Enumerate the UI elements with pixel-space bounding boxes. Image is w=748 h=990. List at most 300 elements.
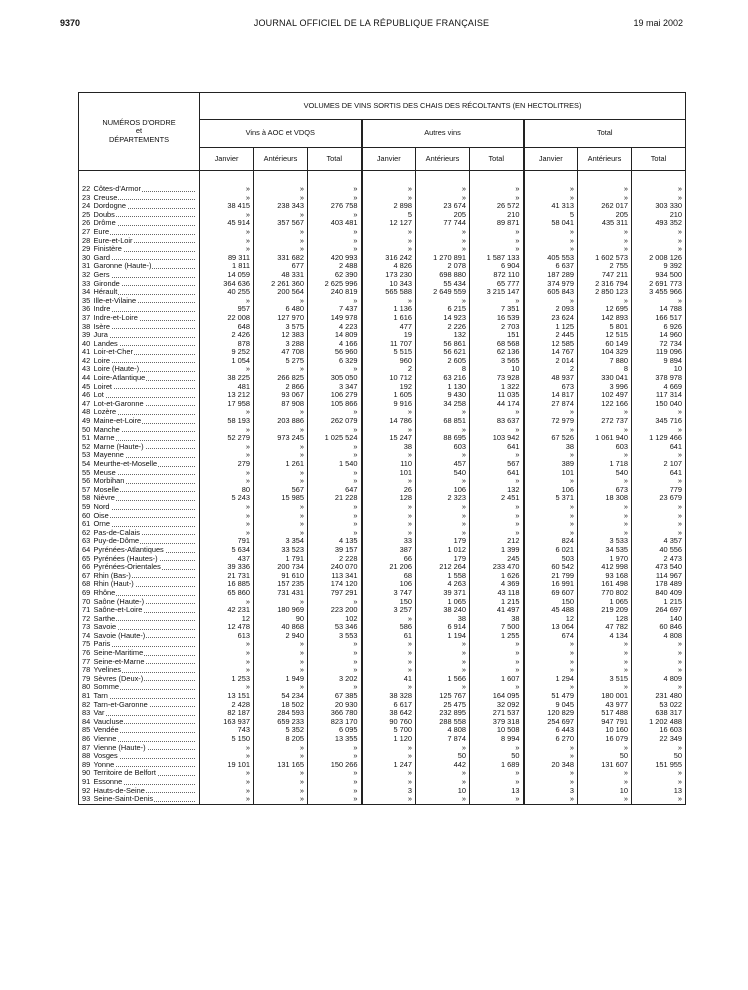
table-cell: » [470, 640, 524, 649]
department-label: Hérault [93, 288, 118, 297]
table-cell: 22 349 [632, 735, 686, 744]
table-cell: 21 228 [308, 494, 362, 503]
department-name [92, 494, 200, 503]
row-number: 86 [79, 735, 92, 744]
table-row [79, 615, 686, 624]
table-cell: 2 703 [470, 323, 524, 332]
table-cell: » [308, 443, 362, 452]
table-cell: 872 110 [470, 271, 524, 280]
table-cell: 2 228 [308, 555, 362, 564]
table-cell: 14 788 [632, 305, 686, 314]
table-cell: 45 914 [200, 219, 254, 228]
table-cell: 1 294 [524, 675, 578, 684]
department-name [92, 555, 200, 564]
table-cell: 5 150 [200, 735, 254, 744]
table-cell: 1 215 [470, 598, 524, 607]
table-cell: » [632, 640, 686, 649]
table-cell: 89 311 [200, 254, 254, 263]
table-cell: » [524, 520, 578, 529]
table-cell: » [632, 297, 686, 306]
row-number: 54 [79, 460, 92, 469]
table-row [79, 744, 686, 753]
department-label: Gironde [93, 279, 120, 288]
table-cell: 288 558 [416, 718, 470, 727]
table-cell: 43 118 [470, 589, 524, 598]
table-row [79, 778, 686, 787]
column-header-0: Janvier [200, 148, 254, 171]
table-cell: 648 [200, 323, 254, 332]
table-cell: » [524, 194, 578, 203]
table-cell: 73 928 [470, 374, 524, 383]
table-cell: » [470, 408, 524, 417]
table-cell: » [254, 744, 308, 753]
table-cell: 2 093 [524, 305, 578, 314]
table-cell: » [470, 683, 524, 692]
table-cell: » [524, 795, 578, 804]
row-number: 76 [79, 649, 92, 658]
department-label: Lot [93, 391, 104, 400]
table-cell: » [254, 503, 308, 512]
table-cell: 2 316 794 [578, 280, 632, 289]
table-cell: » [308, 529, 362, 538]
department-name [92, 709, 200, 718]
table-cell: 4 263 [416, 580, 470, 589]
table-cell: 219 209 [578, 606, 632, 615]
table-cell: 1 136 [362, 305, 416, 314]
table-cell: 1 540 [308, 460, 362, 469]
table-cell: 53 346 [308, 623, 362, 632]
table-cell: 223 200 [308, 606, 362, 615]
table-cell: 2 649 559 [416, 288, 470, 297]
table-cell: 1 811 [200, 262, 254, 271]
column-header-4: Antérieurs [416, 148, 470, 171]
table-cell: » [254, 237, 308, 246]
table-cell: 232 895 [416, 709, 470, 718]
column-header-1: Antérieurs [254, 148, 308, 171]
table-cell: 52 279 [200, 434, 254, 443]
row-number: 65 [79, 555, 92, 564]
table-cell: 4 809 [632, 675, 686, 684]
department-name [92, 787, 200, 796]
row-number: 88 [79, 752, 92, 761]
table-cell: 157 235 [254, 580, 308, 589]
table-cell: 4 669 [632, 383, 686, 392]
table-cell: 947 791 [578, 718, 632, 727]
department-label: Essonne [93, 777, 123, 786]
table-cell: 331 682 [254, 254, 308, 263]
table-cell: » [200, 666, 254, 675]
table-cell: 641 [632, 443, 686, 452]
table-cell: 13 [470, 787, 524, 796]
row-number: 83 [79, 709, 92, 718]
table-cell: » [254, 640, 308, 649]
department-label: Vienne [93, 735, 117, 743]
department-label: Eure-et-Loir [93, 236, 133, 245]
table-cell: 6 617 [362, 701, 416, 710]
table-cell: » [416, 529, 470, 538]
table-cell: 4 223 [308, 323, 362, 332]
table-cell: » [200, 211, 254, 220]
department-label: Tarn-et-Garonne [93, 700, 148, 709]
table-cell: 4 166 [308, 340, 362, 349]
table-cell: 1 202 488 [632, 718, 686, 727]
table-cell: » [632, 477, 686, 486]
table-row [79, 486, 686, 495]
row-number: 60 [79, 512, 92, 521]
department-name [92, 683, 200, 692]
table-cell: 11 035 [470, 391, 524, 400]
table-cell: » [362, 245, 416, 254]
table-cell: 2 261 360 [254, 280, 308, 289]
table-cell: » [470, 194, 524, 203]
department-name [92, 305, 200, 314]
table-cell: 14 923 [416, 314, 470, 323]
table-cell: » [200, 787, 254, 796]
table-cell: 973 245 [254, 434, 308, 443]
table-cell: 16 603 [632, 726, 686, 735]
table-cell: 233 470 [470, 563, 524, 572]
table-cell: » [632, 744, 686, 753]
table-cell: » [578, 228, 632, 237]
table-row [79, 469, 686, 478]
department-name [92, 718, 200, 727]
table-cell: 647 [308, 486, 362, 495]
table-cell: 2 451 [470, 494, 524, 503]
table-cell: 212 264 [416, 563, 470, 572]
table-cell: » [416, 194, 470, 203]
department-name [92, 658, 200, 667]
table-cell: » [308, 194, 362, 203]
table-cell: » [416, 744, 470, 753]
table-cell: » [524, 752, 578, 761]
table-cell: 641 [470, 443, 524, 452]
table-cell: » [254, 520, 308, 529]
department-label: Sarthe [93, 614, 116, 623]
table-cell: » [362, 744, 416, 753]
table-cell: 254 697 [524, 718, 578, 727]
department-label: Seine-Saint-Denis [93, 795, 154, 804]
table-cell: 102 [308, 615, 362, 624]
table-cell: 120 829 [524, 709, 578, 718]
group-header-aoc: Vins à AOC et VDQS [200, 120, 362, 148]
table-cell: » [578, 171, 632, 194]
table-cell: 12 515 [578, 331, 632, 340]
table-cell: » [200, 529, 254, 538]
row-number: 29 [79, 245, 92, 254]
table-cell: 567 [254, 486, 308, 495]
table-cell: 12 478 [200, 623, 254, 632]
table-cell: » [524, 640, 578, 649]
table-cell: 34 258 [416, 400, 470, 409]
table-cell: 1 587 133 [470, 254, 524, 263]
table-cell: 180 001 [578, 692, 632, 701]
department-name [92, 323, 200, 332]
table-cell: 420 993 [308, 254, 362, 263]
table-cell: 180 969 [254, 606, 308, 615]
department-name [92, 726, 200, 735]
table-cell: 603 [578, 443, 632, 452]
table-cell: 6 914 [416, 623, 470, 632]
table-row [79, 365, 686, 374]
table-cell: 6 637 [524, 262, 578, 271]
table-cell: 17 958 [200, 400, 254, 409]
table-cell: 72 734 [632, 340, 686, 349]
department-name [92, 297, 200, 306]
table-cell: 38 225 [200, 374, 254, 383]
table-cell: 279 [200, 460, 254, 469]
department-name [92, 589, 200, 598]
table-cell: » [578, 503, 632, 512]
table-cell: 89 871 [470, 219, 524, 228]
table-row [79, 288, 686, 297]
table-cell: » [308, 228, 362, 237]
table-cell: 1 012 [416, 546, 470, 555]
table-cell: 54 234 [254, 692, 308, 701]
table-cell: » [200, 598, 254, 607]
table-cell: 106 [524, 486, 578, 495]
table-cell: » [416, 658, 470, 667]
table-cell: 10 [578, 787, 632, 796]
table-cell: » [578, 245, 632, 254]
table-cell: » [254, 512, 308, 521]
department-label: Eure [93, 227, 110, 236]
department-label: Garonne (Haute-) [93, 262, 152, 271]
table-row [79, 460, 686, 469]
department-label: Pyrénées (Hautes-) [93, 554, 158, 563]
table-cell: » [524, 512, 578, 521]
table-cell: 151 955 [632, 761, 686, 770]
table-cell: » [524, 778, 578, 787]
table-cell: 442 [416, 761, 470, 770]
table-cell: 403 481 [308, 219, 362, 228]
table-cell: » [578, 512, 632, 521]
table-cell: 5 634 [200, 546, 254, 555]
table-cell: 18 308 [578, 494, 632, 503]
department-name [92, 391, 200, 400]
table-cell: 122 166 [578, 400, 632, 409]
table-cell: 3 [362, 787, 416, 796]
department-name [92, 331, 200, 340]
row-number: 43 [79, 365, 92, 374]
table-cell: 38 [416, 615, 470, 624]
table-cell: » [254, 658, 308, 667]
table-cell: 12 585 [524, 340, 578, 349]
department-label: Seine-et-Marne [93, 657, 145, 666]
table-cell: 42 231 [200, 606, 254, 615]
table-cell: 5 352 [254, 726, 308, 735]
table-cell: 2 428 [200, 701, 254, 710]
row-number: 93 [79, 795, 92, 804]
table-cell: 6 329 [308, 357, 362, 366]
table-cell: 10 712 [362, 374, 416, 383]
table-cell: 1 689 [470, 761, 524, 770]
row-number: 67 [79, 572, 92, 581]
department-label: Orne [93, 520, 110, 529]
table-cell: » [578, 194, 632, 203]
table-row [79, 692, 686, 701]
table-cell: 90 760 [362, 718, 416, 727]
table-cell: 63 216 [416, 374, 470, 383]
table-cell: 6 904 [470, 262, 524, 271]
table-cell: 150 [524, 598, 578, 607]
table-cell: 240 819 [308, 288, 362, 297]
table-row [79, 271, 686, 280]
department-label: Saône (Haute-) [93, 597, 145, 606]
table-cell: » [362, 477, 416, 486]
column-header-8: Total [632, 148, 686, 171]
table-cell: 131 165 [254, 761, 308, 770]
table-cell: » [200, 795, 254, 804]
department-label: Loire-Atlantique [93, 374, 146, 383]
table-cell: 1 061 940 [578, 434, 632, 443]
group-header-total: Total [524, 120, 686, 148]
table-row [79, 537, 686, 546]
department-name [92, 778, 200, 787]
table-cell: » [578, 640, 632, 649]
department-name [92, 443, 200, 452]
table-row [79, 666, 686, 675]
table-row [79, 477, 686, 486]
table-cell: » [524, 744, 578, 753]
row-number: 22 [79, 171, 92, 194]
table-cell: 6 215 [416, 305, 470, 314]
table-cell: 6 095 [308, 726, 362, 735]
table-row [79, 683, 686, 692]
table-cell: 93 168 [578, 572, 632, 581]
table-cell: » [254, 787, 308, 796]
table-cell: 150 266 [308, 761, 362, 770]
table-cell: 1 602 573 [578, 254, 632, 263]
row-number: 30 [79, 254, 92, 263]
table-cell: 11 707 [362, 340, 416, 349]
table-cell: 9 392 [632, 262, 686, 271]
table-cell: 110 [362, 460, 416, 469]
journal-title: JOURNAL OFFICIEL DE LA RÉPUBLIQUE FRANÇAISE [253, 18, 490, 28]
table-cell: 272 737 [578, 417, 632, 426]
table-cell: 210 [632, 211, 686, 220]
table-cell: 200 564 [254, 288, 308, 297]
table-cell: » [470, 237, 524, 246]
table-cell: 3 515 [578, 675, 632, 684]
table-cell: » [524, 297, 578, 306]
table-cell: » [578, 520, 632, 529]
table-cell: » [632, 228, 686, 237]
table-cell: » [632, 503, 686, 512]
table-cell: 140 [632, 615, 686, 624]
table-cell: 366 780 [308, 709, 362, 718]
table-cell: 673 [578, 486, 632, 495]
table-row [79, 331, 686, 340]
table-cell: 698 880 [416, 271, 470, 280]
table-cell: » [416, 666, 470, 675]
department-label: Pyrénées-Atlantiques [93, 545, 164, 554]
department-label: Manche [93, 425, 120, 434]
table-cell: 16 079 [578, 735, 632, 744]
table-cell: 1 025 524 [308, 434, 362, 443]
table-cell: » [632, 778, 686, 787]
table-cell: 5 371 [524, 494, 578, 503]
table-cell: 1 558 [416, 572, 470, 581]
table-cell: » [308, 503, 362, 512]
table-cell: 5 [524, 211, 578, 220]
table-cell: 39 371 [416, 589, 470, 598]
table-cell: » [416, 512, 470, 521]
department-name [92, 374, 200, 383]
table-cell: 240 070 [308, 563, 362, 572]
table-cell: » [632, 658, 686, 667]
table-cell: 149 978 [308, 314, 362, 323]
department-name [92, 348, 200, 357]
department-label: Landes [93, 339, 118, 348]
table-cell: 127 970 [254, 314, 308, 323]
table-cell: 357 567 [254, 219, 308, 228]
row-number: 28 [79, 237, 92, 246]
table-cell: 32 092 [470, 701, 524, 710]
table-cell: 2 445 [524, 331, 578, 340]
table-cell: » [524, 649, 578, 658]
table-cell: 58 041 [524, 219, 578, 228]
table-cell: 9 252 [200, 348, 254, 357]
table-row [79, 262, 686, 271]
table-cell: 779 [632, 486, 686, 495]
table-cell: » [524, 245, 578, 254]
table-cell: » [470, 297, 524, 306]
department-label: Puy-de-Dôme [93, 537, 140, 546]
table-cell: 48 937 [524, 374, 578, 383]
row-number: 87 [79, 744, 92, 753]
department-label: Vaucluse [93, 717, 124, 726]
table-cell: 142 893 [578, 314, 632, 323]
department-label: Lozère [93, 408, 117, 417]
department-label: Vosges [93, 752, 118, 761]
table-cell: 378 978 [632, 374, 686, 383]
table-cell: » [578, 778, 632, 787]
table-cell: » [416, 520, 470, 529]
department-name [92, 211, 200, 220]
table-cell: 187 289 [524, 271, 578, 280]
table-cell: 264 697 [632, 606, 686, 615]
table-cell: » [524, 658, 578, 667]
table-cell: 39 336 [200, 563, 254, 572]
table-cell: 166 517 [632, 314, 686, 323]
table-row [79, 400, 686, 409]
table-cell: » [200, 649, 254, 658]
table-cell: 1 065 [416, 598, 470, 607]
table-row [79, 632, 686, 641]
table-cell: » [308, 640, 362, 649]
department-label: Rhin (Bas-) [93, 571, 131, 580]
table-cell: 477 [362, 323, 416, 332]
table-row [79, 451, 686, 460]
department-name [92, 666, 200, 675]
table-cell: 2 755 [578, 262, 632, 271]
table-cell: » [416, 228, 470, 237]
table-cell: 3 257 [362, 606, 416, 615]
department-name [92, 477, 200, 486]
table-cell: 19 101 [200, 761, 254, 770]
table-cell: 13 151 [200, 692, 254, 701]
column-header-3: Janvier [362, 148, 416, 171]
table-cell: 45 488 [524, 606, 578, 615]
department-label: Finistère [93, 245, 122, 254]
table-cell: 1 120 [362, 735, 416, 744]
row-number: 64 [79, 546, 92, 555]
table-cell: » [632, 529, 686, 538]
table-cell: 3 354 [254, 537, 308, 546]
table-cell: » [416, 649, 470, 658]
table-cell: 104 329 [578, 348, 632, 357]
table-cell: » [524, 666, 578, 675]
